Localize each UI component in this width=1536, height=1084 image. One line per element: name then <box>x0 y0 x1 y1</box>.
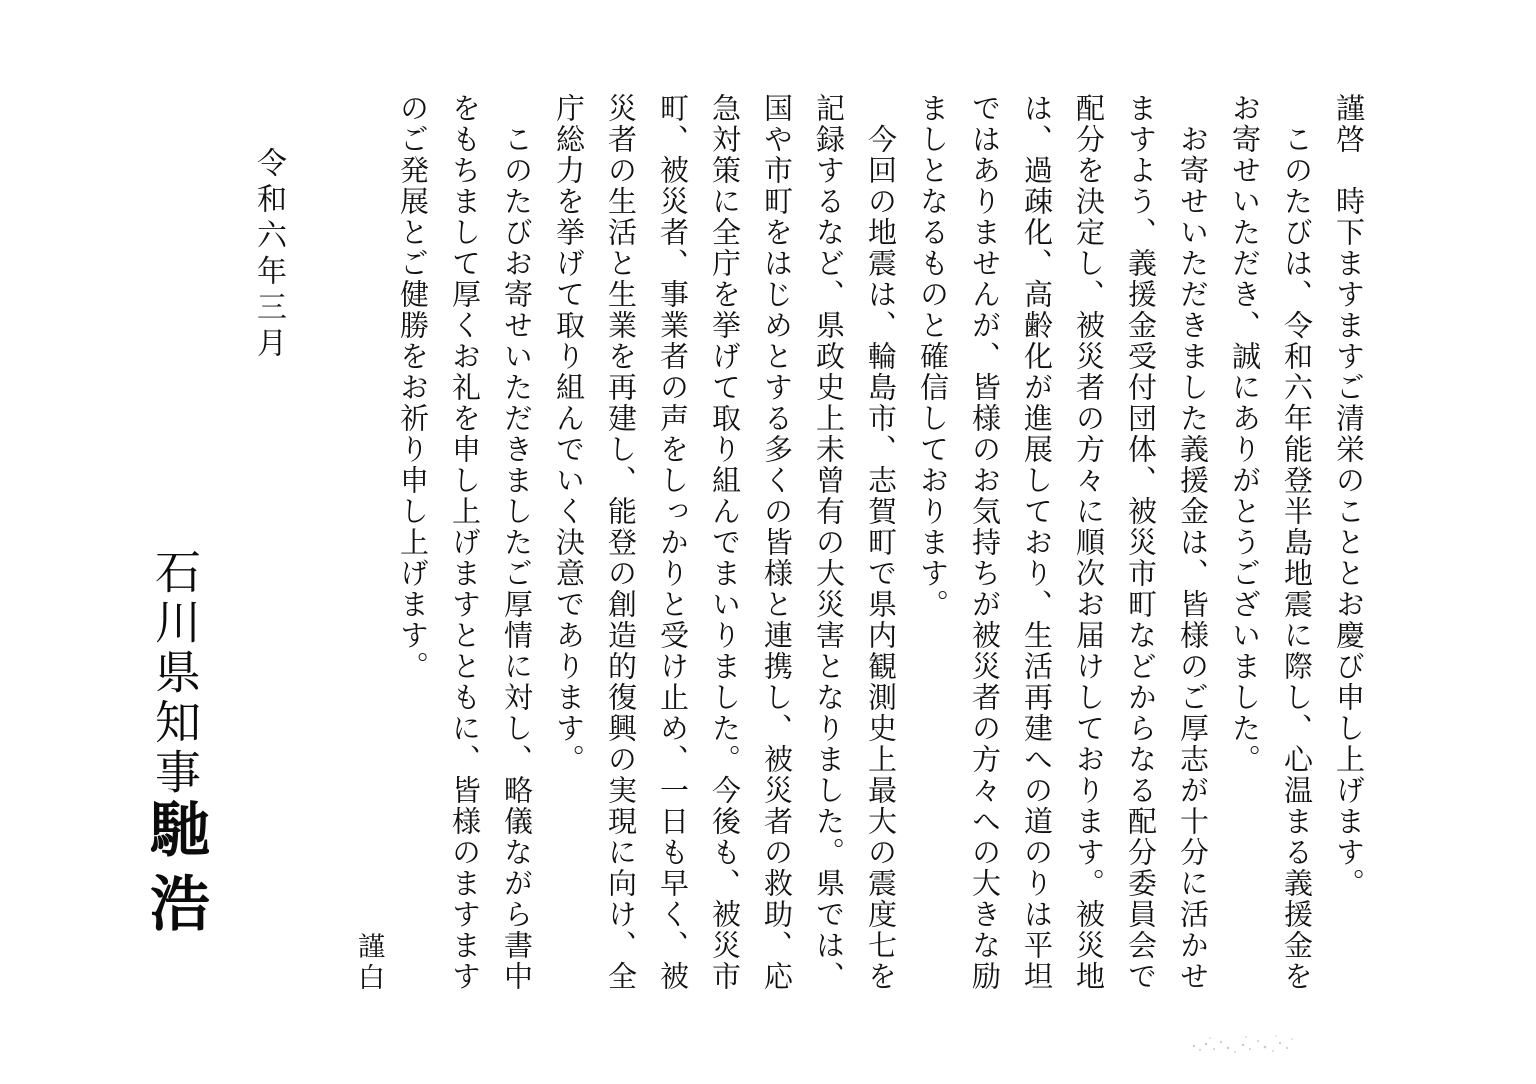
body-column-19: のご発展とご健勝をお祈り申し上げます。 <box>396 93 430 682</box>
body-column-11: 記録するなど、県政史上未曾有の大災害となりました。県では、 <box>812 93 846 992</box>
body-column-16: 庁総力を挙げて取り組んでいく決意であります。 <box>552 93 586 775</box>
body-column-5: ますよう、義援金受付団体、被災市町などからなる配分委員会で <box>1124 93 1158 992</box>
body-column-6: 配分を決定し、被災者の方々に順次お届けしております。被災地 <box>1072 93 1106 992</box>
body-column-13: 急対策に全庁を挙げて取り組んでまいりました。今後も、被災市 <box>708 93 742 992</box>
body-column-4: お寄せいただきました義援金は、皆様のご厚志が十分に活かせ <box>1176 93 1210 992</box>
body-column-8: ではありませんが、皆様のお気持ちが被災者の方々への大きな励 <box>968 93 1002 992</box>
body-column-17: このたびお寄せいただきましたご厚情に対し、略儀ながら書中 <box>500 93 534 992</box>
body-column-2: このたびは、令和六年能登半島地震に際し、心温まる義援金を <box>1280 93 1314 992</box>
scan-noise <box>1188 1030 1298 1060</box>
body-column-7: は、過疎化、高齢化が進展しており、生活再建への道のりは平坦 <box>1020 93 1054 992</box>
body-column-15: 災者の生活と生業を再建し、能登の創造的復興の実現に向け、全 <box>604 93 638 992</box>
body-column-12: 国や市町をはじめとする多くの皆様と連携し、被災者の救助、応 <box>760 93 794 992</box>
signature-title: 石川県知事 <box>148 548 202 798</box>
body-column-3: お寄せいただき、誠にありがとうございました。 <box>1228 93 1262 775</box>
body-column-18: をもちまして厚くお礼を申し上げますとともに、皆様のますます <box>448 93 482 992</box>
body-column-9: ましとなるものと確信しております。 <box>916 93 950 620</box>
signature <box>132 548 218 946</box>
closing-phrase: 謹白 <box>353 932 384 994</box>
body-column-1: 謹啓 時下ますますご清栄のこととお慶び申し上げます。 <box>1332 93 1366 899</box>
body-column-14: 町、被災者、事業者の声をしっかりと受け止め、一日も早く、被 <box>656 93 690 992</box>
letter-date: 令和六年三月 <box>251 147 286 363</box>
body-column-10: 今回の地震は、輪島市、志賀町で県内観測史上最大の震度七を <box>864 93 898 992</box>
signature-name: 馳浩 <box>140 798 210 946</box>
